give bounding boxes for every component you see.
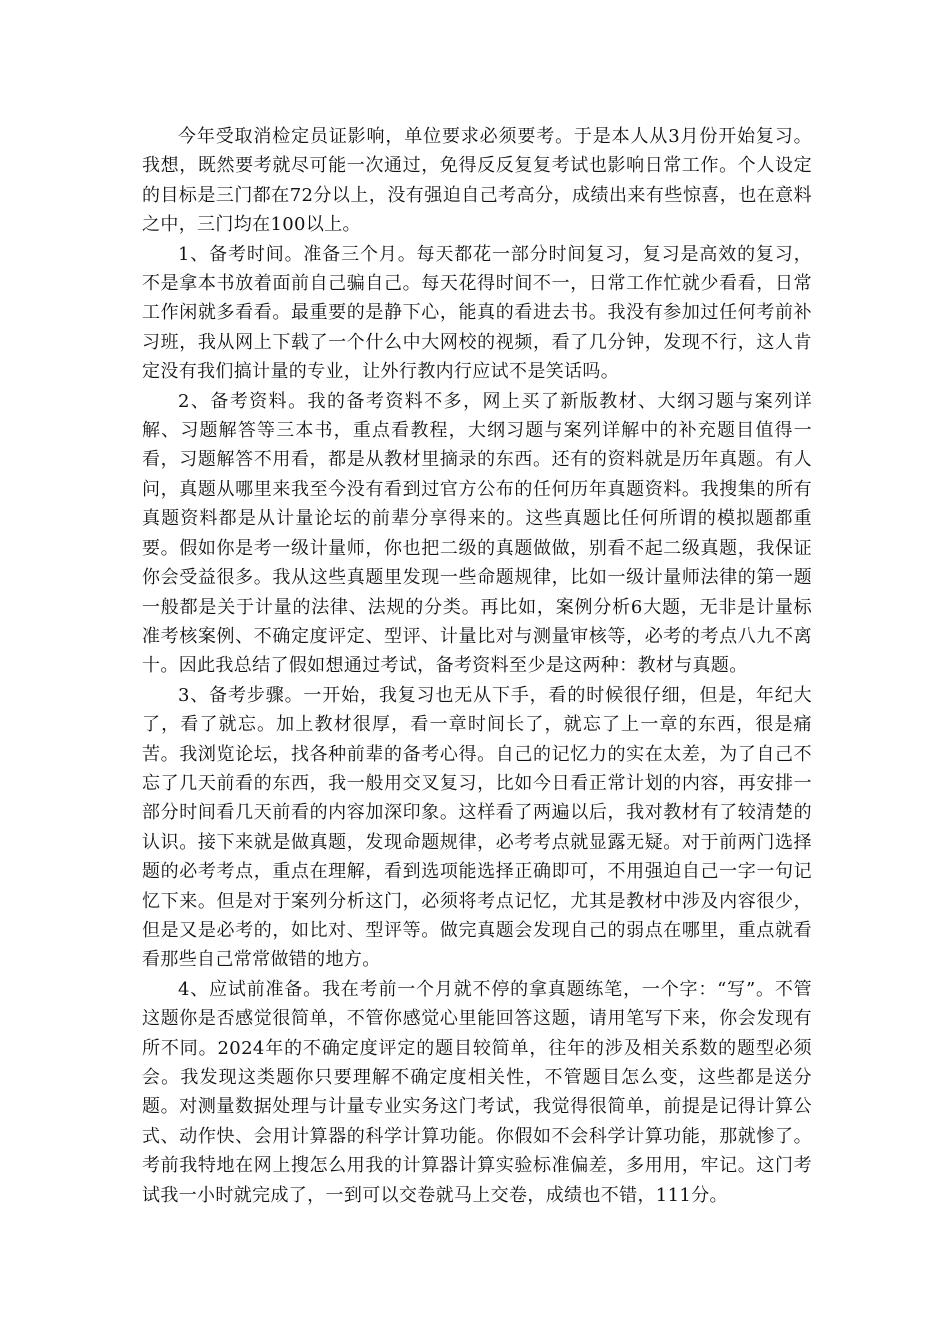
paragraph-prep-steps: 3、备考步骤。一开始，我复习也无从下手，看的时候很仔细，但是，年纪大了，看了就忘。加上教材很厚，看一章时间长了，就忘了上一章的东西，很是痛苦。我浏览论坛，找各种前辈的备考心得。自己的记忆力的实在太差，为了自己不忘了几天前看的东西，我一般用交叉复习，比如今日看正常计划的内容，再安排一部分时间看几天前看的内容加深印象。这样看了两遍以后，我对教材有了较清楚的认识。接下来就是做真题，发现命题规律，必考考点就显露无疑。对于前两门选择题的必考考点，重点在理解，看到选项能选择正确即可，不用强迫自己一字一句记忆下来。但是对于案列分析这门，必须将考点记忆，尤其是教材中涉及内容很少，但是又是必考的，如比对、型评等。做完真题会发现自己的弱点在哪里，重点就看看那些自己常常做错的地方。 <box>142 684 812 971</box>
paragraph-exam-prep: 4、应试前准备。我在考前一个月就不停的拿真题练笔，一个字：“写”。不管这题你是否感觉很简单，不管你感觉心里能回答这题，请用笔写下来，你会发现有所不同。2024年的不确定度评定的题目较简单，往年的涉及相关系数的题型必须会。我发现这类题你只要理解不确定度相关性，不管题目怎么变，这些都是送分题。对测量数据处理与计量专业实务这门考试，我觉得很简单，前提是记得计算公式、动作快、会用计算器的科学计算功能。你假如不会科学计算功能，那就惨了。考前我特地在网上搜怎么用我的计算器计算实验标准偏差，多用用，牢记。这门考试我一小时就完成了，一到可以交卷就马上交卷，成绩也不错，111分。 <box>142 978 812 1206</box>
article-body <box>142 122 812 1210</box>
paragraph-prep-materials: 2、备考资料。我的备考资料不多，网上买了新版教材、大纲习题与案列详解、习题解答等三本书，重点看教程，大纲习题与案列详解中的补充题目值得一看，习题解答不用看，都是从教材里摘录的东西。还有的资料就是历年真题。有人问，真题从哪里来我至今没有看到过官方公布的任何历年真题资料。我搜集的所有真题资料都是从计量论坛的前辈分享得来的。这些真题比任何所谓的模拟题都重要。假如你是考一级计量师，你也把二级的真题做做，别看不起二级真题，我保证你会受益很多。我从这些真题里发现一些命题规律，比如一级计量师法律的第一题一般都是关于计量的法律、法规的分类。再比如，案例分析6大题，无非是计量标准考核案例、不确定度评定、型评、计量比对与测量审核等，必考的考点八九不离十。因此我总结了假如想通过考试，备考资料至少是这两种：教材与真题。 <box>142 390 812 677</box>
paragraph-prep-time: 1、备考时间。准备三个月。每天都花一部分时间复习，复习是高效的复习，不是拿本书放着面前自己骗自己。每天花得时间不一，日常工作忙就少看看，日常工作闲就多看看。最重要的是静下心，能真的看进去书。我没有参加过任何考前补习班，我从网上下载了一个什么中大网校的视频，看了几分钟，发现不行，这人肯定没有我们搞计量的专业，让外行教内行应试不是笑话吗。 <box>142 243 812 383</box>
paragraph-intro: 今年受取消检定员证影响，单位要求必须要考。于是本人从3月份开始复习。我想，既然要考就尽可能一次通过，免得反反复复考试也影响日常工作。个人设定的目标是三门都在72分以上，没有强迫自己考高分，成绩出来有些惊喜，也在意料之中，三门均在100以上。 <box>142 126 812 236</box>
